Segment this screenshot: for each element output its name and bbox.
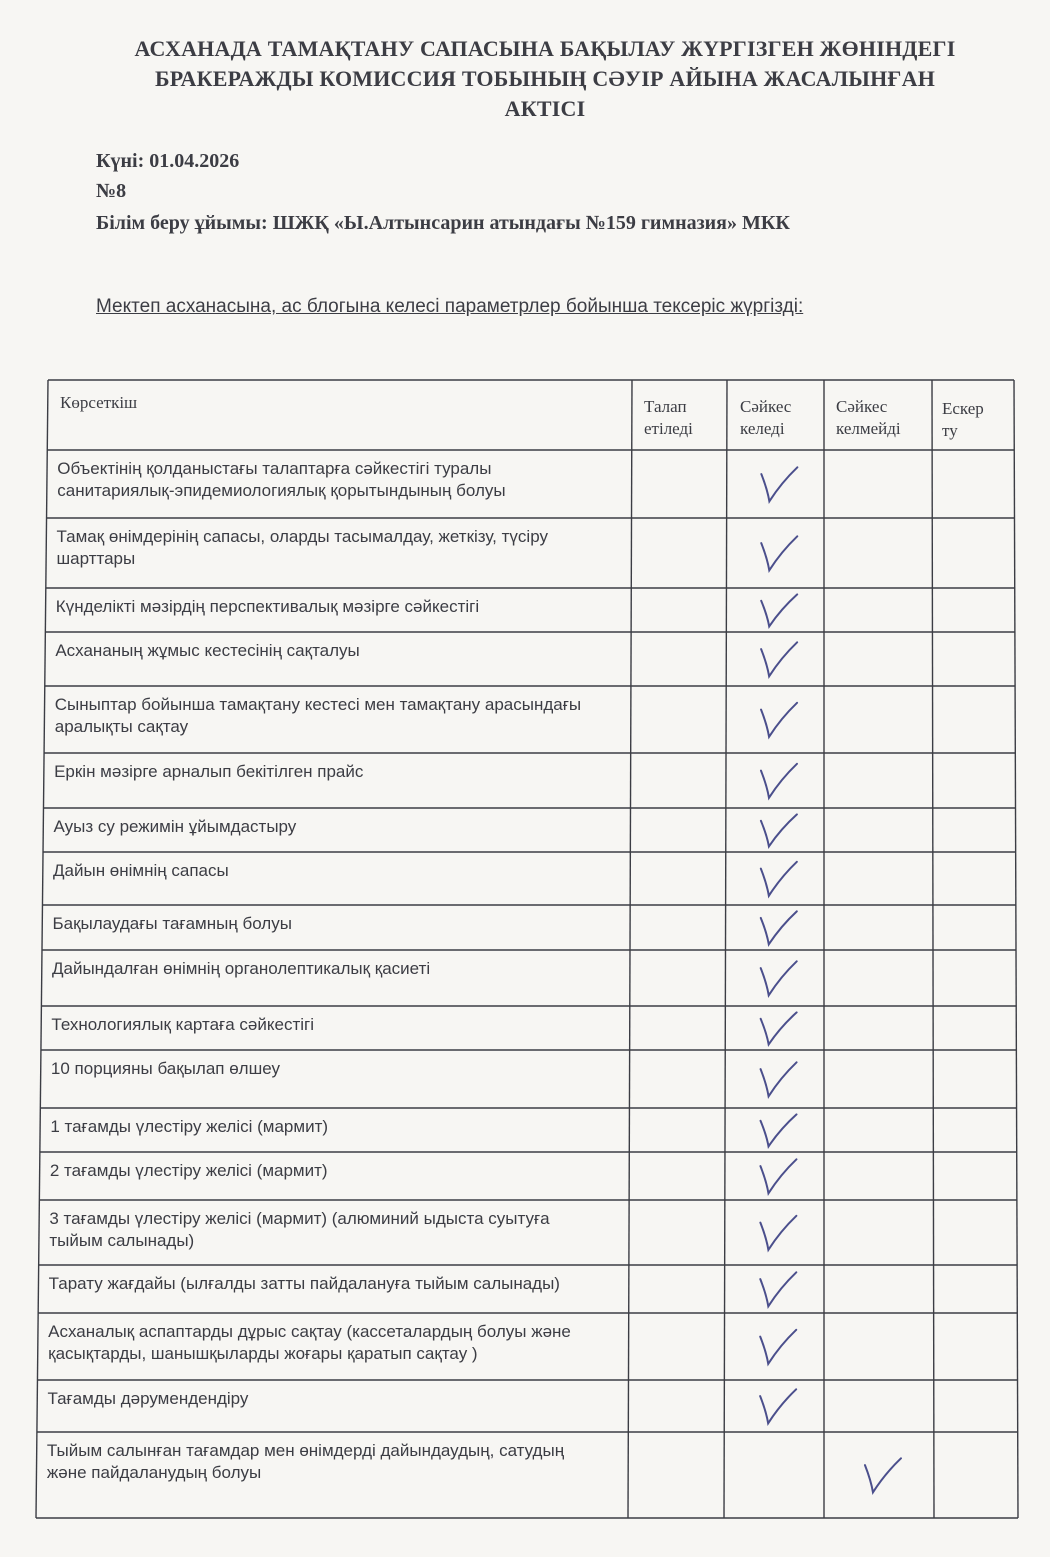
table-row-indicator xyxy=(47,1388,248,1410)
indicator-text-line: Асхананың жұмыс кестесінің сақталуы xyxy=(55,641,360,660)
checkmark-icon xyxy=(761,862,797,896)
header-required-line-1: Талап xyxy=(644,397,687,416)
act-number: №8 xyxy=(96,180,127,202)
table-row-indicator xyxy=(57,526,548,570)
header-compliant-line-2: келеді xyxy=(740,419,785,438)
header-note xyxy=(942,398,984,442)
indicator-text-line: Дайын өнімнің сапасы xyxy=(53,861,229,880)
table-row-indicator xyxy=(51,1058,280,1080)
checkmark-icon xyxy=(761,536,797,570)
checkmark-icon xyxy=(761,1062,797,1096)
table-row-indicator xyxy=(49,1208,549,1252)
indicator-text-line: 10 порцияны бақылап өлшеу xyxy=(50,1059,280,1078)
indicator-text-line: тыйым салынады) xyxy=(49,1231,195,1250)
header-noncompliant xyxy=(836,396,901,440)
indicator-text-line: Сыныптар бойынша тамақтану кестесі мен тамақтану арасындағы xyxy=(54,695,582,714)
indicator-text-line: шарттары xyxy=(56,549,136,568)
inspection-intro: Мектеп асханасына, ас блогына келесі параметрлер бойынша тексеріс жүргізді: xyxy=(96,296,804,317)
indicator-text-line: аралықты сақтау xyxy=(54,717,189,736)
table-row-indicator xyxy=(53,860,229,882)
header-indicator: Көрсеткіш xyxy=(60,393,138,412)
indicator-text-line: Тағамды дәрумендендіру xyxy=(47,1389,249,1408)
indicator-text-line: және пайдаланудың болуы xyxy=(46,1463,262,1482)
table-line xyxy=(36,380,48,1518)
indicator-text-line: Асханалық аспаптарды дұрыс сақтау (кассеталардың болуы және xyxy=(48,1322,571,1341)
checkmark-icon xyxy=(760,1272,796,1306)
table-row-indicator xyxy=(47,1440,564,1484)
checkmark-icon xyxy=(760,1159,796,1193)
table-row-indicator xyxy=(53,816,296,838)
table-line xyxy=(724,380,727,1518)
checkmark-icon xyxy=(761,911,797,944)
indicator-text-line: санитариялық-эпидемиологиялық қорытындының болуы xyxy=(57,481,506,500)
indicator-text-line: Объектінің қолданыстағы талаптарға сәйкестігі туралы xyxy=(57,459,492,478)
indicator-text-line: Тыйым салынған тағамдар мен өнімдерді дайындаудың, сатудың xyxy=(46,1441,565,1460)
indicator-text-line: қасықтарды, шанышқыларды жоғары қаратып сақтау ) xyxy=(48,1344,478,1363)
table-row-indicator xyxy=(52,913,291,935)
title-line-2: БРАКЕРАЖДЫ КОМИССИЯ ТОБЫНЫҢ СӘУІР АЙЫНА ЖАСАЛЫНҒАН xyxy=(154,66,936,91)
header-compliant-line-1: Сәйкес xyxy=(740,397,792,416)
checkmark-icon xyxy=(761,1114,797,1146)
table-row-indicator xyxy=(55,694,581,738)
table-line xyxy=(932,380,934,1518)
checkmark-icon xyxy=(865,1458,901,1492)
header-noncompliant-line-1: Сәйкес xyxy=(836,397,888,416)
indicator-text-line: Бақылаудағы тағамның болуы xyxy=(52,914,292,933)
organization-name: Білім беру ұйымы: ШЖҚ «Ы.Алтынсарин атындағы №159 гимназия» МКК xyxy=(96,212,790,234)
checkmark-icon xyxy=(761,594,797,626)
checkmark-icon xyxy=(760,1389,796,1423)
checkmark-icon xyxy=(761,961,797,995)
indicator-text-line: 2 тағамды үлестіру желісі (мармит) xyxy=(49,1161,328,1180)
table-row-indicator xyxy=(50,1160,328,1182)
table-row-indicator xyxy=(54,761,363,783)
indicator-text-line: Ауыз су режимін ұйымдастыру xyxy=(53,817,297,836)
checkmark-icon xyxy=(761,814,797,846)
checkmark-icon xyxy=(761,467,797,501)
header-required-line-2: етіледі xyxy=(644,419,693,438)
header-required xyxy=(644,396,693,440)
table-row-indicator xyxy=(50,1116,328,1138)
table-row-indicator xyxy=(51,1014,314,1036)
title-line-3: АКТІСІ xyxy=(504,96,586,121)
indicator-text-line: Тарату жағдайы (ылғалды затты пайдалануға тыйым салынады) xyxy=(48,1274,560,1293)
table-row-indicator xyxy=(55,640,359,662)
table-row-indicator xyxy=(57,458,505,502)
header-noncompliant-line-2: келмейді xyxy=(836,419,901,438)
header-note-line-2: ту xyxy=(942,421,958,440)
table-row-indicator xyxy=(49,1273,560,1295)
indicator-text-line: Дайындалған өнімнің органолептикалық қасиеті xyxy=(51,959,431,978)
table-row-indicator xyxy=(56,596,479,618)
indicator-text-line: Тамақ өнімдерінің сапасы, оларды тасымалдау, жеткізу, түсіру xyxy=(56,527,548,546)
indicator-text-line: Күнделікті мәзірдің перспективалық мәзірге сәйкестігі xyxy=(55,597,480,616)
checkmark-icon xyxy=(760,1216,796,1250)
table-line xyxy=(1014,380,1018,1518)
indicator-text-line: Еркін мәзірге арналып бекітілген прайс xyxy=(54,762,364,781)
checkmark-icon xyxy=(761,1012,797,1044)
table-row-indicator xyxy=(52,958,430,980)
header-compliant xyxy=(740,396,791,440)
indicator-text-line: 3 тағамды үлестіру желісі (мармит) (алюминий ыдыста суытуға xyxy=(49,1209,550,1228)
indicator-text-line: 1 тағамды үлестіру желісі (мармит) xyxy=(50,1117,329,1136)
checkmark-icon xyxy=(761,764,797,798)
checkmark-icon xyxy=(761,642,797,676)
header-note-line-1: Ескер xyxy=(942,399,984,418)
checkmark-icon xyxy=(760,1330,796,1364)
act-date: Күні: 01.04.2026 xyxy=(96,150,240,172)
checkmark-icon xyxy=(761,703,797,737)
table-row-indicator xyxy=(48,1321,571,1365)
title-line-1: АСХАНАДА ТАМАҚТАНУ САПАСЫНА БАҚЫЛАУ ЖҮРГІЗГЕН ЖӨНІНДЕГІ xyxy=(134,36,956,61)
table-line xyxy=(628,380,632,1518)
indicator-text-line: Технологиялық картаға сәйкестігі xyxy=(51,1015,314,1034)
